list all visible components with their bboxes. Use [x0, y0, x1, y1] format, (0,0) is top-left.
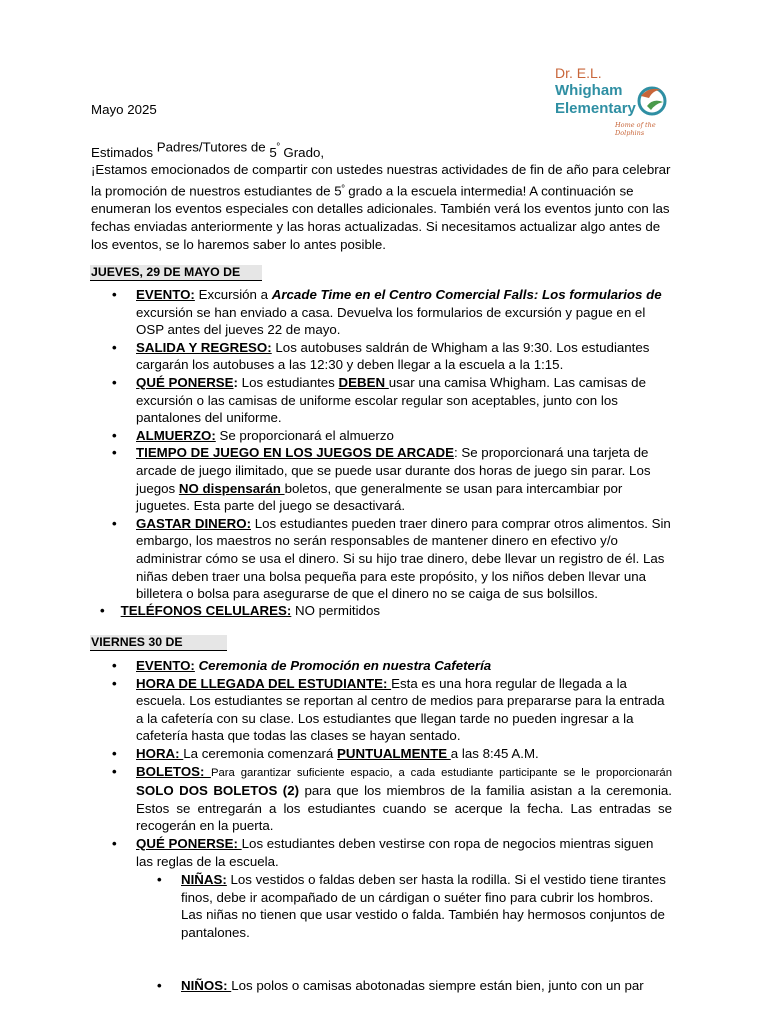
item-text: NO permitidos: [291, 603, 380, 618]
item-emphasis: Ceremonia de Promoción en nuestra Cafetería: [194, 658, 492, 673]
bullet-icon: •: [112, 374, 117, 390]
item-text: : Se proporcionará una tarjeta de arcade de juego ilimitado, que se puede usar durante dos horas de juego sin parar. Los juegos: [136, 445, 651, 496]
thursday-list: [112, 286, 672, 603]
greeting-sup: º: [276, 141, 280, 150]
list-item: [157, 977, 667, 995]
item-text: Los estudiantes: [237, 374, 339, 390]
bullet-icon: •: [112, 287, 117, 302]
girls-list: [157, 871, 667, 941]
bullet-icon: •: [157, 978, 162, 993]
item-label: BOLETOS:: [136, 763, 211, 779]
intro-sup: º: [341, 182, 345, 192]
item-text: Esta es una hora regular de llegada a la escuela. Los estudiantes se reportan al centro de medios para prepararse para la entrada a la cafetería con su clase. Los estudiantes que llegan tarde no pueden ingresar a la cafetería hasta que todas las clases se hayan sentado.: [136, 675, 665, 744]
item-text: Los autobuses saldrán de Whigham a las 9:30. Los estudiantes cargarán los autobuses a las 12:30 y deben llegar a la escuela a la 1:15.: [136, 339, 650, 373]
dolphin-mark-icon: [635, 84, 669, 116]
item-colon: :: [233, 374, 238, 390]
bullet-icon: •: [112, 445, 117, 461]
bullet-icon: •: [112, 339, 117, 355]
section-heading-thursday: JUEVES, 29 DE MAYO DE: [90, 265, 262, 281]
item-label: EVENTO:: [136, 287, 195, 302]
item-text: Para garantizar suficiente espacio, a cada estudiante participante se le proporcionarán: [210, 766, 672, 779]
logo-tagline: Home of the Dolphins: [615, 121, 656, 137]
item-text: boletos, que generalmente se usan para intercambiar por juguetes. Esta parte del juego se desactivará.: [136, 480, 623, 514]
bullet-icon: •: [112, 427, 117, 443]
logo-line-2: Whigham: [555, 82, 623, 99]
bullet-icon: •: [157, 872, 162, 887]
item-label: NIÑAS:: [181, 872, 227, 887]
logo-line-3: Elementary: [555, 100, 636, 117]
item-text: Los estudiantes deben vestirse con ropa de negocios mientras siguen las reglas de la escuela.: [136, 835, 654, 869]
item-emphasis: Arcade Time en el Centro Comercial Falls: Los formularios de: [271, 287, 662, 302]
list-item: [112, 444, 672, 514]
list-item: [112, 286, 672, 339]
logo-line-1: Dr. E.L.: [555, 65, 602, 81]
greeting-part: Padres/Tutores de: [156, 139, 270, 155]
item-label: QUÉ PONERSE: [136, 374, 234, 390]
list-item: [112, 515, 672, 603]
bullet-icon: •: [100, 603, 105, 618]
bullet-icon: •: [112, 745, 117, 761]
item-label: EVENTO:: [136, 658, 195, 673]
item-label: SALIDA Y REGRESO:: [136, 339, 272, 355]
item-text: Los vestidos o faldas deben ser hasta la rodilla. Si el vestido tiene tirantes finos, debe ir acompañado de un cárdigan o suéter fino para cubrir los hombros. Las niñas no tienen que usar vestido o falda. También hay hermosos conjuntos de pantalones.: [181, 872, 666, 940]
greeting-part: 5: [269, 145, 277, 161]
item-label: TIEMPO DE JUEGO EN LOS JUEGOS DE ARCADE: [136, 445, 454, 461]
item-label: QUÉ PONERSE:: [136, 835, 242, 851]
phones-item: [100, 602, 380, 620]
section-heading-friday: VIERNES 30 DE: [90, 635, 227, 651]
greeting: [91, 134, 325, 161]
bullet-icon: •: [112, 763, 117, 779]
item-label: HORA DE LLEGADA DEL ESTUDIANTE:: [136, 675, 392, 691]
item-label: ALMUERZO:: [136, 427, 216, 443]
item-text: para que los miembros de la familia asistan a la ceremonia. Estos se entregarán a los estudiantes cuando se acerque la fecha. Las entradas se recogerán en la puerta.: [136, 783, 672, 834]
bullet-icon: •: [112, 658, 117, 673]
item-text: Los estudiantes pueden traer dinero para comprar otros alimentos. Sin embargo, los maestros no serán responsables de mantener dinero en efectivo y/o administrar cómo se usa el dinero. Si su hijo trae dinero, debe llevar un registro de él. Las niñas deben traer una bolsa pequeña para este propósito, y los niños deben llevar una billetera o bolsa para asegurarse de que el dinero no se caiga de sus bolsillos.: [136, 515, 671, 602]
greeting-part: Grado,: [279, 145, 325, 161]
item-text: a las 8:45 A.M.: [450, 745, 539, 761]
item-text: Excursión a: [194, 287, 272, 302]
bullet-icon: •: [112, 835, 117, 851]
intro-text: grado a la escuela intermedia! A continuación se enumeran los eventos especiales con detalles adicionales. También verá los eventos junto con las fechas enviadas anteriormente y las horas actualizadas. Si necesitamos actualizar algo antes de los eventos, se lo haremos saber lo antes posible.: [91, 183, 670, 252]
item-emphasis: NO dispensarán: [178, 480, 285, 496]
item-emphasis: SOLO DOS BOLETOS (2): [136, 783, 300, 799]
friday-list: [112, 657, 672, 870]
list-item: [112, 675, 672, 745]
letter-date: Mayo 2025: [91, 102, 157, 117]
list-item: [112, 339, 672, 374]
item-label: GASTAR DINERO:: [136, 515, 251, 531]
list-item: [112, 745, 672, 763]
item-emphasis: DEBEN: [338, 374, 389, 390]
item-emphasis: PUNTUALMENTE: [337, 745, 451, 761]
list-item: [112, 427, 672, 445]
item-label: TELÉFONOS CELULARES:: [120, 603, 292, 618]
item-label: NIÑOS:: [181, 978, 232, 993]
list-item: [112, 374, 672, 427]
item-text: Los polos o camisas abotonadas siempre están bien, junto con un par: [231, 978, 644, 993]
item-text: Se proporcionará el almuerzo: [215, 427, 394, 443]
boys-list: [157, 977, 667, 995]
item-text: excursión se han enviado a casa. Devuelva los formularios de excursión y pague en el OSP antes del jueves 22 de mayo.: [136, 304, 646, 338]
list-item: [112, 657, 672, 675]
bullet-icon: •: [112, 675, 117, 691]
item-label: HORA:: [136, 745, 184, 761]
list-item: [112, 763, 672, 835]
bullet-icon: •: [112, 515, 117, 531]
intro-text: ¡Estamos emocionados de compartir con ustedes nuestras actividades de fin de año para celebrar la promoción de nuestros estudiantes de 5: [91, 162, 671, 199]
list-item: [112, 835, 672, 870]
item-text: usar una camisa Whigham. Las camisas de excursión o las camisas de uniforme escolar regular son aceptables, junto con los pantalones del uniforme.: [136, 374, 646, 426]
list-item: [157, 871, 667, 941]
greeting-part: Estimados: [91, 145, 157, 161]
item-text: La ceremonia comenzará: [183, 745, 338, 761]
school-logo: [555, 64, 675, 137]
intro-paragraph: [91, 161, 671, 253]
